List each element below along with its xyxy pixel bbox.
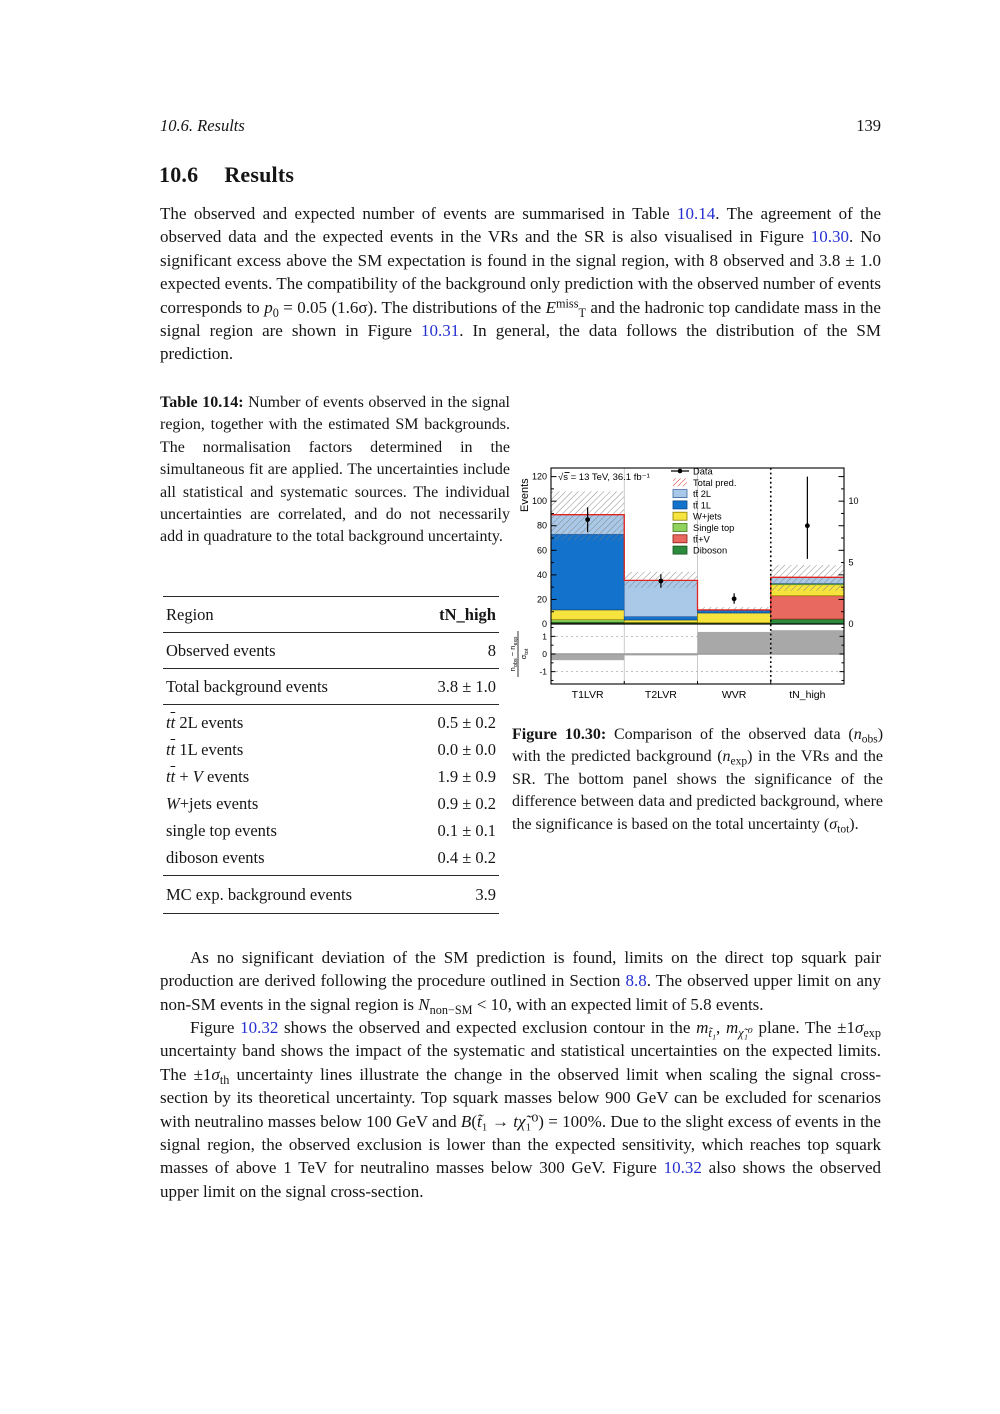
table-row: single top events 0.1 ± 0.1 <box>166 821 496 840</box>
svg-text:60: 60 <box>536 545 547 556</box>
svg-text:Events: Events <box>519 478 531 512</box>
table-row: diboson events 0.4 ± 0.2 <box>166 848 496 867</box>
table-row: $t\overline{t}$ 1L events 0.0 ± 0.0 <box>166 740 496 759</box>
svg-text:100: 100 <box>531 496 547 507</box>
stack-segment <box>624 620 697 622</box>
legend-label: tt̄+V <box>693 534 710 545</box>
legend-label: Total pred. <box>693 477 737 488</box>
table-row: W+jets events 0.9 ± 0.2 <box>166 794 496 813</box>
section-number: 10.6 <box>159 162 199 187</box>
data-point <box>732 596 737 601</box>
stack-segment <box>771 619 844 624</box>
legend-label: W+jets <box>693 511 722 522</box>
section-heading <box>159 162 294 188</box>
table-caption: Table 10.14: Number of events observed in the signal region, together with the estimated SM backgrounds. The normalisation factors determined in the simultaneous fit are applied. The uncertainties include all statistical and systematic sources. The individual uncertainties are correlated, and do not necessarily add in quadrature to the total background uncertainty. <box>160 394 510 546</box>
data-point <box>658 579 663 584</box>
x-axis-label: T1LVR <box>571 689 604 701</box>
page-number: 139 <box>856 116 881 135</box>
svg-text:0: 0 <box>542 649 547 659</box>
paragraph-exclusion: Figure 10.32 shows the observed and expected exclusion contour in the $m_{t̃_1}$, $m_{\chĩ_1^0}$ plane. The $\pm 1\sigma_{exp}$ uncertainty band shows the impact of the systematic and statistical uncertainties on the expected limits. The $\pm 1\sigma_{th}$ uncertainty lines illustrate the change in the observed limit when scaling the signal cross-section by its theoretical uncertainty. Top squark masses below 900 GeV can be excluded for scenarios with neutralino masses below 100 GeV and B(t̃₁ → tχ̃₁⁰) = 100%. Due to the slight excess of events in the signal region, the observed exclusion is lower than the expected sensitivity, which reaches top squark masses of above 1 TeV for neutralino masses below 300 GeV. Figure 10.32 also shows the observed upper limit on the signal cross-section. <box>160 1018 882 1201</box>
results-table <box>163 596 499 914</box>
chart-legend <box>671 467 736 556</box>
column-region: Region <box>166 605 214 624</box>
stack-segment <box>551 534 624 610</box>
stack-segment <box>698 613 771 623</box>
stack-segment <box>771 596 844 619</box>
stack-segment <box>551 610 624 620</box>
running-header: 10.6. Results <box>160 116 245 135</box>
cross-ref-link[interactable]: 10.32 <box>663 1158 702 1178</box>
section-title: Results <box>224 162 295 187</box>
svg-text:-1: -1 <box>539 666 547 677</box>
svg-text:nobs − nexp: $n_{obs} - n_{exp}$ <box>508 636 519 672</box>
x-axis-label: WVR <box>721 689 747 701</box>
cross-ref-link[interactable]: 10.32 <box>240 1018 279 1037</box>
stack-segment <box>624 617 697 620</box>
ratio-axis-title <box>508 631 530 677</box>
svg-text:1: 1 <box>542 631 547 642</box>
legend-label: Diboson <box>693 545 728 556</box>
significance-bar <box>551 654 624 660</box>
table-row: Observed events 8 <box>163 633 499 669</box>
events-comparison-chart <box>503 452 889 716</box>
svg-text:5: 5 <box>848 557 854 568</box>
data-point <box>805 523 810 528</box>
svg-text:0: 0 <box>848 619 854 629</box>
page-header <box>160 116 881 136</box>
svg-text:120: 120 <box>531 471 547 482</box>
data-point <box>585 517 590 522</box>
legend-label: tt̄ 2L <box>693 489 712 500</box>
legend-label: tt̄ 1L <box>693 500 712 511</box>
significance-bar <box>698 632 771 654</box>
figure-10-30 <box>503 452 889 718</box>
significance-bar <box>771 630 844 654</box>
paragraph-limits: As no significant deviation of the SM prediction is found, limits on the direct top squark pair production are derived following the procedure outlined in Section 8.8. The observed upper limit on any non-SM events in the signal region is $N_{non-SM} < 10$, with an expected limit of 5.8 events. <box>160 948 881 1017</box>
svg-text:10: 10 <box>848 496 859 507</box>
x-axis-label: tN_high <box>789 689 826 701</box>
table-row: MC exp. background events 3.9 <box>163 875 499 914</box>
stack-segment <box>551 620 624 622</box>
table-row: $t\overline{t}$ 2L events 0.5 ± 0.2 <box>166 713 496 732</box>
cross-ref-link[interactable]: 10.30 <box>810 227 850 247</box>
table-row: $t\overline{t} + V$ events 1.9 ± 0.9 <box>166 767 496 786</box>
table-header-row <box>163 596 499 633</box>
figure-caption: Figure 10.30: Comparison of the observed data $(n_{obs})$ with the predicted background $(n_{exp})$ in the VRs and the SR. The bottom panel shows the significance of the difference between data and predicted background, where the significance is based on the total uncertainty $(\sigma_{tot})$. <box>512 726 884 836</box>
legend-label: Single top <box>693 523 735 533</box>
svg-text:40: 40 <box>536 569 547 580</box>
svg-text:σtot: $\sigma_{tot}$ <box>519 648 530 660</box>
y-axis-title <box>519 478 531 512</box>
cross-ref-link[interactable]: 10.14 <box>677 204 716 223</box>
column-tn-high: tN_high <box>439 605 496 624</box>
cross-ref-link[interactable]: 8.8 <box>625 971 647 991</box>
cross-ref-link[interactable]: 10.31 <box>420 321 460 341</box>
legend-label: Data <box>693 466 713 477</box>
paragraph-intro: The observed and expected number of events are summarised in Table 10.14. The agreement of the observed data and the expected events in the VRs and the SR is also visualised in Figure 10.30. No significant excess above the SM expectation is found in the signal region, with 8 observed and 3.8 ± 1.0 expected events. The compatibility of the background only prediction with the observed number of events corresponds to $p_0 = 0.05$ (1.6σ). The distributions of the $E^{miss}_T$ and the hadronic top candidate mass in the signal region are shown in Figure 10.31. In general, the data follows the distribution of the SM prediction. <box>160 204 882 364</box>
svg-text:80: 80 <box>536 520 547 531</box>
cm-energy-lumi-label: √s = 13 TeV, 36.1 fb⁻¹ <box>558 472 650 483</box>
table-row: Total background events 3.8 ± 1.0 <box>163 669 499 705</box>
svg-text:20: 20 <box>536 594 547 605</box>
x-axis-label: T2LVR <box>644 689 677 701</box>
svg-text:0: 0 <box>541 619 547 629</box>
